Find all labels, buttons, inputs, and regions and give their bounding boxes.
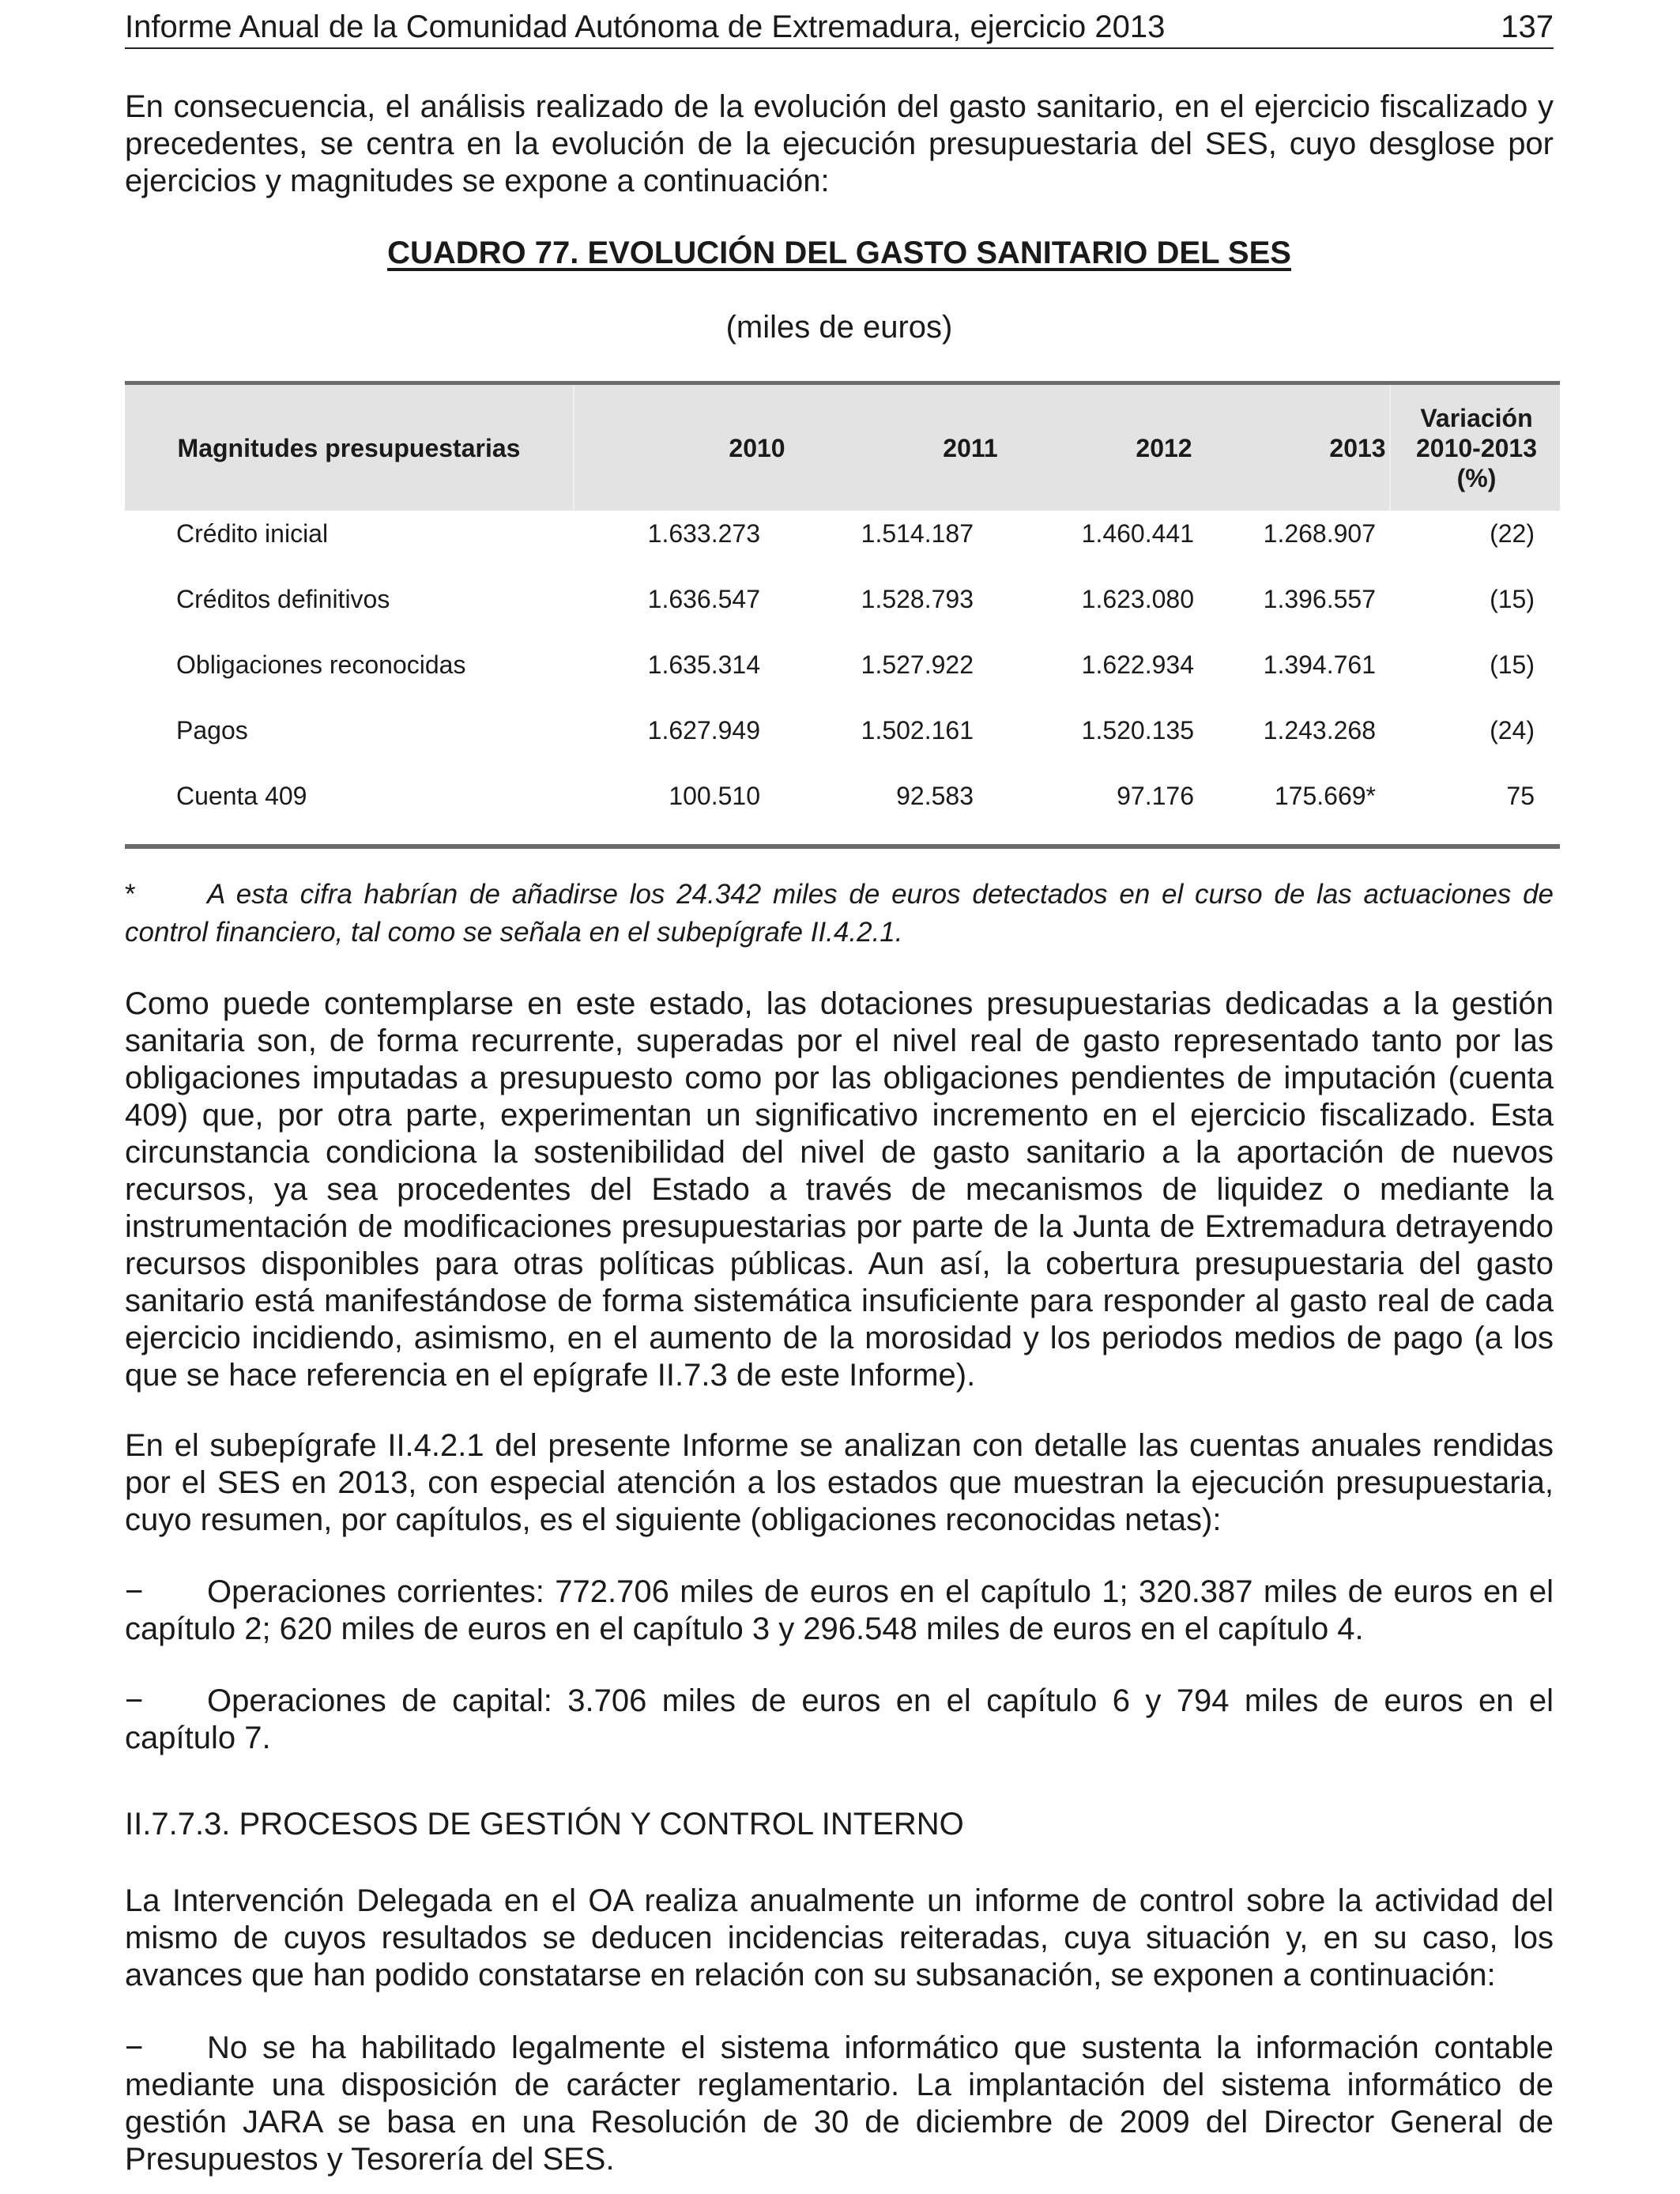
row-label: Pagos [176,716,248,745]
header-2010: 2010 [729,433,785,462]
bullet-marker: − [125,1574,144,1609]
bullet-text: Operaciones de capital: 3.706 miles de euros en el capítulo 6 y 794 miles de euros en el capítulo 7. [125,1683,1554,1755]
cell-2012: 1.622.934 [1081,650,1194,679]
table-row [125,514,1560,553]
footnote-marker: * [125,879,136,910]
cell-2013: 1.268.907 [1263,519,1376,548]
table-row [125,645,1560,684]
bullet-text: No se ha habilitado legalmente el sistema informático que sustenta la información contable mediante una disposición de carácter reglamentario. La implantación del sistema informático de gestión JARA se basa en una Resolución de 30 de diciembre de 2009 del Director General de Presupuestos y Tesorería del SES. [125,2030,1554,2177]
row-label: Crédito inicial [176,519,329,548]
paragraph-subepigrafe: En el subepígrafe II.4.2.1 del presente Informe se analizan con detalle las cuentas anuales rendidas por el SES en 2013, con especial atención a los estados que muestran la ejecución presupuestaria, cuyo resumen, por capítulos, es el siguiente (obligaciones reconocidas netas): [125,1428,1554,1537]
cell-2010: 1.627.949 [647,716,760,745]
bullet-marker: − [125,2030,144,2065]
cell-2011: 1.514.187 [861,519,974,548]
bullet-marker: − [125,1683,144,1718]
bullet-item [125,1574,1554,1648]
table-row [125,776,1560,816]
cell-2011: 1.502.161 [861,716,974,745]
cell-2010: 1.636.547 [647,585,760,613]
cell-2012: 1.623.080 [1081,585,1194,613]
cell-2012: 1.520.135 [1081,716,1194,745]
header-2013: 2013 [1329,433,1386,462]
table-header-row [125,381,1560,511]
page-number: 137 [1501,9,1554,44]
paragraph-intervencion: La Intervención Delegada en el OA realiza anualmente un informe de control sobre la actividad del mismo de cuyos resultados se deducen incidencias reiteradas, cuya situación y, en su caso, los avances que han podido constatarse en relación con su subsanación, se exponen a continuación: [125,1883,1554,1992]
running-header [125,8,1554,49]
budget-table [125,381,1560,849]
header-2011: 2011 [943,433,998,462]
cell-variacion: (24) [1490,716,1535,745]
table-footnote [125,876,1554,952]
cell-2010: 100.510 [669,782,760,810]
cell-2011: 92.583 [896,782,974,810]
table-row [125,711,1560,750]
intro-paragraph: En consecuencia, el análisis realizado de la evolución del gasto sanitario, en el ejercicio fiscalizado y precedentes, se centra en la evolución de la ejecución presupuestaria del SES, cuyo desglose por ejercicios y magnitudes se expone a continuación: [125,89,1554,198]
table-row [125,579,1560,619]
bullet-text: Operaciones corrientes: 772.706 miles de euros en el capítulo 1; 320.387 miles de euros en el capítulo 2; 620 miles de euros en el capítulo 3 y 296.548 miles de euros en el capítulo 4. [125,1574,1554,1646]
cell-2010: 1.633.273 [647,519,760,548]
cell-2013: 1.243.268 [1263,716,1376,745]
cell-variacion: (15) [1490,585,1535,613]
cell-variacion: (15) [1490,650,1535,679]
table-unit: (miles de euros) [725,310,953,345]
header-variacion: Variación 2010-2013 (%) [1415,403,1538,492]
table-title-text: CUADRO 77. EVOLUCIÓN DEL GASTO SANITARIO DEL SES [387,236,1291,270]
table-title [125,234,1554,272]
section-heading: II.7.7.3. PROCESOS DE GESTIÓN Y CONTROL INTERNO [125,1807,964,1842]
cell-2012: 97.176 [1117,782,1194,810]
cell-variacion: 75 [1506,782,1535,810]
cell-2010: 1.635.314 [647,650,760,679]
cell-2011: 1.527.922 [861,650,974,679]
paragraph-analysis: Como puede contemplarse en este estado, las dotaciones presupuestarias dedicadas a la gestión sanitaria son, de forma recurrente, superadas por el nivel real de gasto representado tanto por las obligaciones imputadas a presupuesto como por las obligaciones pendientes de imputación (cuenta 409) que, por otra parte, experimentan un significativo incremento en el ejercicio fiscalizado. Esta circunstancia condiciona la sostenibilidad del nivel de gasto sanitario a la aportación de nuevos recursos, ya sea procedentes del Estado a través de mecanismos de liquidez o mediante la instrumentación de modificaciones presupuestarias por parte de la Junta de Extremadura detrayendo recursos disponibles para otras políticas públicas. Aun así, la cobertura presupuestaria del gasto sanitario está manifestándose de forma sistemática insuficiente para responder al gasto real de cada ejercicio incidiendo, asimismo, en el aumento de la morosidad y los periodos medios de pago (a los que se hace referencia en el epígrafe II.7.3 de este Informe). [125,986,1554,1393]
cell-2013: 1.396.557 [1263,585,1376,613]
bullet-item [125,1683,1554,1757]
cell-2012: 1.460.441 [1081,519,1194,548]
row-label: Cuenta 409 [176,782,307,810]
bullet-item [125,2030,1554,2178]
cell-2011: 1.528.793 [861,585,974,613]
header-title: Informe Anual de la Comunidad Autónoma de Extremadura, ejercicio 2013 [125,9,1166,44]
cell-variacion: (22) [1490,519,1535,548]
cell-2013: 1.394.761 [1263,650,1376,679]
table-body [125,511,1560,849]
header-2012: 2012 [1136,433,1192,462]
cell-2013: 175.669* [1274,782,1376,810]
row-label: Obligaciones reconocidas [176,650,466,679]
header-magnitudes: Magnitudes presupuestarias [177,433,521,462]
row-label: Créditos definitivos [176,585,390,613]
footnote-text: A esta cifra habrían de añadirse los 24.342 miles de euros detectados en el curso de las actuaciones de control financiero, tal como se señala en el subepígrafe II.4.2.1. [125,879,1554,948]
